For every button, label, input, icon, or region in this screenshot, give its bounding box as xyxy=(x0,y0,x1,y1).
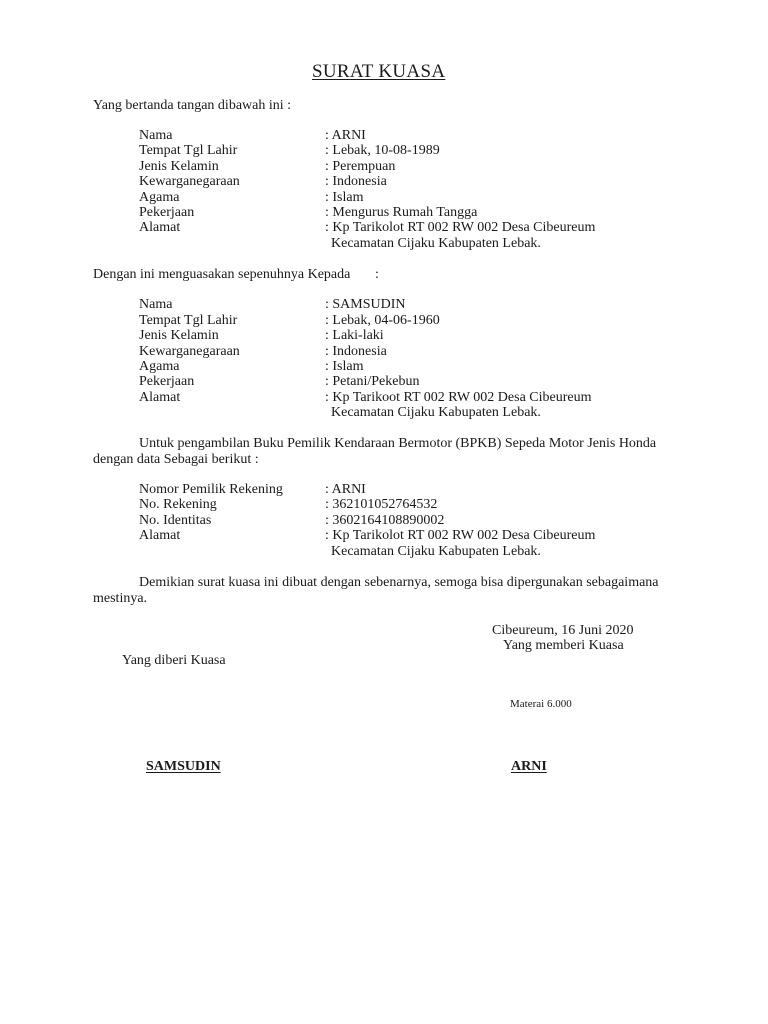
grantee-gender-value: : Laki-laki xyxy=(325,328,384,343)
grantee-nationality-label: Kewarganegaraan xyxy=(139,344,240,359)
grant-text: Dengan ini menguasakan sepenuhnya Kepada xyxy=(93,267,351,282)
intro-text: Yang bertanda tangan dibawah ini : xyxy=(93,98,292,113)
grantor-name-label: Nama xyxy=(139,128,173,143)
document-title: SURAT KUASA xyxy=(312,61,446,82)
grantee-birth-label: Tempat Tgl Lahir xyxy=(139,313,238,328)
grantee-nationality-value: : Indonesia xyxy=(325,344,387,359)
grantee-address-value: : Kp Tarikoot RT 002 RW 002 Desa Cibeureum xyxy=(325,390,592,405)
identity-number-value: : 3602164108890002 xyxy=(325,513,445,528)
grantee-caption: Yang diberi Kuasa xyxy=(122,653,226,668)
identity-number-label: No. Identitas xyxy=(139,513,212,528)
closing-line-1: Demikian surat kuasa ini dibuat dengan sebenarnya, semoga bisa dipergunakan sebagaimana xyxy=(139,575,659,590)
grantor-occupation-label: Pekerjaan xyxy=(139,205,195,220)
grantor-address-value: : Kp Tarikolot RT 002 RW 002 Desa Cibeureum xyxy=(325,220,596,235)
grantee-birth-value: : Lebak, 04-06-1960 xyxy=(325,313,440,328)
grantor-gender-label: Jenis Kelamin xyxy=(139,159,219,174)
grantee-religion-label: Agama xyxy=(139,359,180,374)
grantor-address-label: Alamat xyxy=(139,220,181,235)
account-address-line2: Kecamatan Cijaku Kabupaten Lebak. xyxy=(331,544,541,559)
grantee-address-label: Alamat xyxy=(139,390,181,405)
grantor-occupation-value: : Mengurus Rumah Tangga xyxy=(325,205,478,220)
grantee-name-label: Nama xyxy=(139,297,173,312)
grantor-religion-label: Agama xyxy=(139,190,180,205)
account-number-value: : 362101052764532 xyxy=(325,497,438,512)
grantee-address-line2: Kecamatan Cijaku Kabupaten Lebak. xyxy=(331,405,541,420)
grant-colon: : xyxy=(375,267,379,282)
grantee-gender-label: Jenis Kelamin xyxy=(139,328,219,343)
grantor-caption: Yang memberi Kuasa xyxy=(503,638,624,653)
grantor-nationality-value: : Indonesia xyxy=(325,174,387,189)
grantee-name-value: : SAMSUDIN xyxy=(325,297,406,312)
grantor-address-line2: Kecamatan Cijaku Kabupaten Lebak. xyxy=(331,236,541,251)
grantor-name-value: : ARNI xyxy=(325,128,366,143)
grantee-occupation-label: Pekerjaan xyxy=(139,374,195,389)
purpose-line-2: dengan data Sebagai berikut : xyxy=(93,452,259,467)
stamp-note: Materai 6.000 xyxy=(510,698,572,710)
grantee-religion-value: : Islam xyxy=(325,359,364,374)
place-date: Cibeureum, 16 Juni 2020 xyxy=(492,623,634,638)
purpose-line-1: Untuk pengambilan Buku Pemilik Kendaraan Bermotor (BPKB) Sepeda Motor Jenis Honda xyxy=(139,436,657,451)
grantor-religion-value: : Islam xyxy=(325,190,364,205)
grantor-nationality-label: Kewarganegaraan xyxy=(139,174,240,189)
account-owner-value: : ARNI xyxy=(325,482,366,497)
grantee-signature-name: SAMSUDIN xyxy=(146,759,221,774)
grantor-birth-value: : Lebak, 10-08-1989 xyxy=(325,143,440,158)
account-owner-label: Nomor Pemilik Rekening xyxy=(139,482,283,497)
grantee-occupation-value: : Petani/Pekebun xyxy=(325,374,420,389)
grantor-signature-name: ARNI xyxy=(511,759,547,774)
closing-line-2: mestinya. xyxy=(93,591,148,606)
grantor-birth-label: Tempat Tgl Lahir xyxy=(139,143,238,158)
account-address-value: : Kp Tarikolot RT 002 RW 002 Desa Cibeureum xyxy=(325,528,596,543)
grantor-gender-value: : Perempuan xyxy=(325,159,396,174)
account-address-label: Alamat xyxy=(139,528,181,543)
account-number-label: No. Rekening xyxy=(139,497,217,512)
